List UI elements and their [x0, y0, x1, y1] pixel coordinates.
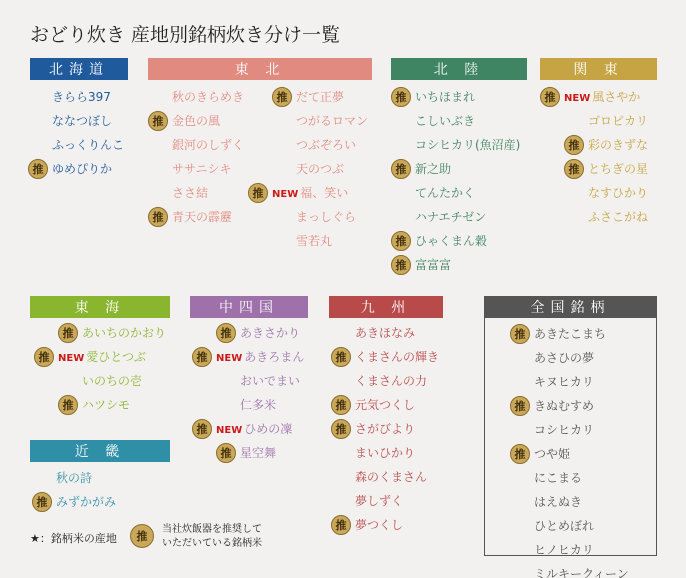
rice-name: 仁多米: [240, 398, 277, 412]
header-chushikoku: 中四国: [190, 296, 308, 318]
rice-name: ささ結: [172, 186, 209, 200]
rice-name: てんたかく: [415, 186, 476, 200]
rice-name: 彩のきずな: [588, 138, 649, 152]
recommend-badge-icon: 推: [510, 396, 530, 416]
rice-name: ひゃくまん穀: [415, 234, 488, 248]
legend-star-text: ★：銘柄米の産地: [30, 532, 117, 545]
rice-name: 富富富: [415, 258, 452, 272]
rice-name: ヒノヒカリ: [534, 543, 594, 557]
new-label: NEW: [216, 425, 243, 436]
rice-name: まっしぐら: [296, 210, 357, 224]
header-tokai: 東 海: [30, 296, 170, 318]
rice-name: 銀河のしずく: [172, 138, 245, 152]
recommend-badge-icon: 推: [331, 395, 351, 415]
rice-name: 福、笑い: [300, 186, 349, 200]
rice-name: 夢つくし: [355, 518, 404, 532]
recommend-badge-icon: 推: [192, 419, 212, 439]
recommend-badge-icon: 推: [331, 515, 351, 535]
rice-name: おいでまい: [240, 374, 301, 388]
page-title: おどり炊き 産地別銘柄炊き分け一覧: [30, 24, 341, 46]
rice-name: 新之助: [415, 162, 452, 176]
header-tohoku: 東 北: [148, 58, 372, 80]
rice-name: くまさんの力: [355, 374, 428, 388]
rice-name: あきたこまち: [534, 327, 607, 341]
rice-name: 天のつぶ: [296, 162, 345, 176]
header-kyushu: 九 州: [329, 296, 443, 318]
recommend-badge-icon: 推: [564, 135, 584, 155]
rice-name: ひとめぼれ: [534, 519, 595, 533]
recommend-badge-icon: 推: [540, 87, 560, 107]
rice-name: きぬむすめ: [534, 399, 595, 413]
rice-name: コシヒカリ(魚沼産): [415, 138, 521, 152]
rice-name: こしいぶき: [415, 114, 476, 128]
legend-recommend-line1: 当社炊飯器を推奨して: [162, 524, 262, 535]
new-label: NEW: [216, 353, 243, 364]
rice-name: ゴロピカリ: [588, 114, 649, 128]
recommend-badge-icon: 推: [148, 207, 168, 227]
rice-name: くまさんの輝き: [355, 350, 440, 364]
rice-name: ハナエチゼン: [415, 210, 487, 224]
header-kanto: 関 東: [540, 58, 657, 80]
recommend-badge-icon: 推: [58, 395, 78, 415]
rice-name: 元気つくし: [355, 398, 416, 412]
recommend-badge-icon: 推: [331, 419, 351, 439]
rice-name: あきろまん: [244, 350, 305, 364]
rice-name: ふっくりんこ: [52, 138, 125, 152]
rice-name: 雪若丸: [296, 234, 333, 248]
rice-name: いちほまれ: [415, 90, 476, 104]
rice-name: 森のくまさん: [355, 470, 428, 484]
rice-name: 秋のきらめき: [172, 90, 245, 104]
recommend-badge-icon: 推: [391, 159, 411, 179]
rice-name: ふさこがね: [588, 210, 649, 224]
rice-name: 風さやか: [592, 90, 641, 104]
rice-name: あいちのかおり: [82, 326, 167, 340]
rice-name: まいひかり: [355, 446, 416, 460]
rice-name: みずかがみ: [56, 495, 117, 509]
rice-name: ミルキークィーン: [534, 567, 629, 578]
recommend-badge-icon: 推: [391, 87, 411, 107]
header-kinki: 近 畿: [30, 440, 170, 462]
new-label: NEW: [272, 189, 299, 200]
rice-name: あさひの夢: [534, 351, 595, 365]
rice-name: きらら397: [52, 90, 111, 104]
rice-name: 愛ひとつぶ: [86, 350, 146, 364]
rice-name: 金色の風: [172, 114, 221, 128]
legend-recommend-line2: いただいている銘柄米: [162, 538, 262, 549]
rice-name: つや姫: [534, 447, 571, 461]
rice-name: キヌヒカリ: [534, 375, 594, 389]
rice-name: コシヒカリ: [534, 423, 595, 437]
rice-name: ササニシキ: [172, 162, 232, 176]
rice-name: ななつぼし: [52, 114, 113, 128]
new-label: NEW: [58, 353, 85, 364]
recommend-badge-icon: 推: [192, 347, 212, 367]
rice-name: 秋の詩: [56, 471, 93, 485]
rice-name: なすひかり: [588, 186, 649, 200]
rice-name: つがるロマン: [296, 114, 369, 128]
rice-name: 青天の霹靂: [172, 210, 233, 224]
recommend-badge-icon: 推: [248, 183, 268, 203]
recommend-badge-icon: 推: [28, 159, 48, 179]
header-zenkoku: 全国銘柄: [484, 296, 657, 318]
legend-recommend-badge-icon: 推: [130, 524, 154, 548]
rice-name: 夢しずく: [355, 494, 404, 508]
new-label: NEW: [564, 93, 591, 104]
rice-name: あきさかり: [240, 326, 301, 340]
rice-name: とちぎの星: [588, 162, 649, 176]
recommend-badge-icon: 推: [216, 443, 236, 463]
rice-name: 星空舞: [240, 446, 277, 460]
rice-name: つぶぞろい: [296, 138, 357, 152]
recommend-badge-icon: 推: [564, 159, 584, 179]
rice-name: ゆめぴりか: [52, 162, 113, 176]
rice-name: ひめの凜: [244, 422, 293, 436]
rice-name: はえぬき: [534, 495, 583, 509]
recommend-badge-icon: 推: [510, 324, 530, 344]
rice-name: さがびより: [355, 422, 416, 436]
rice-name: あきほなみ: [355, 326, 416, 340]
recommend-badge-icon: 推: [391, 231, 411, 251]
recommend-badge-icon: 推: [510, 444, 530, 464]
recommend-badge-icon: 推: [58, 323, 78, 343]
legend-recommend-text: [162, 523, 262, 551]
recommend-badge-icon: 推: [391, 255, 411, 275]
recommend-badge-icon: 推: [34, 347, 54, 367]
rice-name: ハツシモ: [82, 398, 131, 412]
recommend-badge-icon: 推: [32, 492, 52, 512]
recommend-badge-icon: 推: [216, 323, 236, 343]
header-hokuriku: 北 陸: [391, 58, 527, 80]
header-hokkaido: 北海道: [30, 58, 128, 80]
rice-name: にこまる: [534, 471, 583, 485]
recommend-badge-icon: 推: [331, 347, 351, 367]
recommend-badge-icon: 推: [148, 111, 168, 131]
recommend-badge-icon: 推: [272, 87, 292, 107]
rice-name: いのちの壱: [82, 374, 143, 388]
rice-name: だて正夢: [296, 90, 345, 104]
